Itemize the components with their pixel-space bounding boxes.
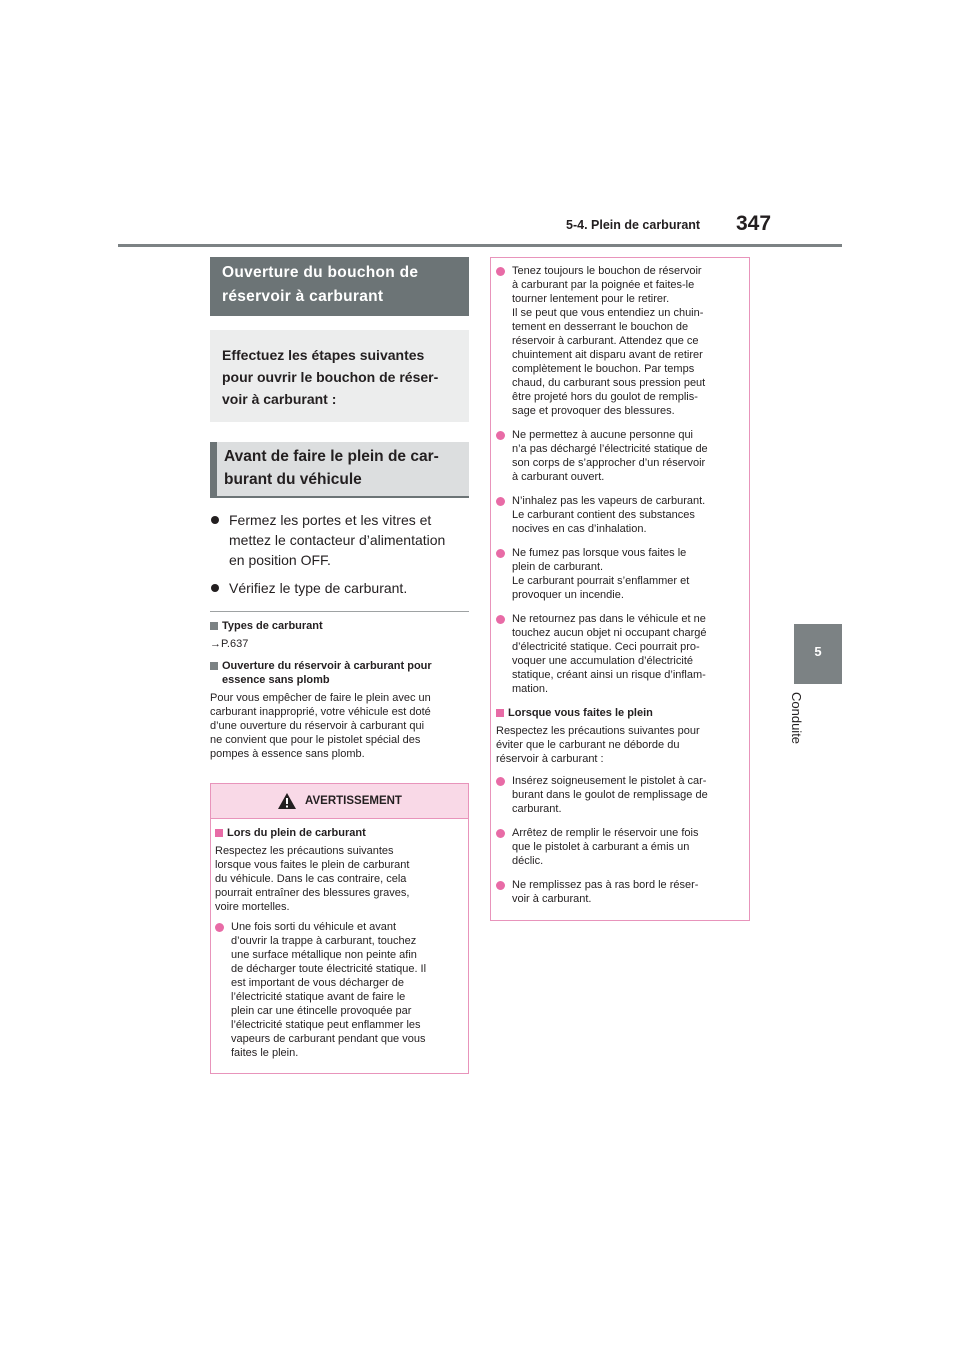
precaution-item: Ne retournez pas dans le véhicule et ne touchez aucun objet ni occupant chargé d’électricité statique. Ceci pourrait pro- voquer une accumulation d’électricité statique, créant ainsi un risque d’inflam- mation. (496, 612, 744, 696)
precaution-item: Ne fumez pas lorsque vous faites le plein de carburant. Le carburant pourrait s’enflammer et provoquer un incendie. (496, 546, 744, 602)
bullet-dot (211, 584, 219, 592)
warning-triangle-icon (277, 792, 297, 810)
pink-bullet (496, 829, 505, 838)
precaution-item: N’inhalez pas les vapeurs de carburant. Le carburant contient des substances nocives en cas d’inhalation. (496, 494, 744, 536)
precaution-item: Ne permettez à aucune personne qui n’a pas déchargé l’électricité statique de son corps de s’approcher d’un réservoir à carburant ouvert. (496, 428, 744, 484)
warning-item: Une fois sorti du véhicule et avant d’ouvrir la trappe à carburant, touchez une surface métallique non peinte afin de décharger toute électricité statique. Il est important de vous décharger de l’électricité statique avant de faire le plein car une étincelle provoquée par l’électricité statique peut enflammer les vapeurs de carburant pendant que vous faites le plein. (215, 920, 464, 1060)
page-number: 347 (736, 212, 772, 235)
warning-list (215, 920, 464, 1060)
warning-box (210, 783, 469, 1074)
warning-title: AVERTISSEMENT (305, 795, 402, 807)
pink-bullet (496, 549, 505, 558)
step-item: Vérifiez le type de carburant. (210, 578, 469, 598)
refuel-item: Arrêtez de remplir le réservoir une fois que le pistolet à carburant a émis un déclic. (496, 826, 744, 868)
chapter-tab: 5 (794, 624, 842, 684)
left-column (210, 257, 469, 1074)
precaution-item: Tenez toujours le bouchon de réservoir à carburant par la poignée et faites-le tourner lentement pour le retirer. Il se peut que vous entendiez un chuin- tement en desserrant le bouchon de réservoir à carburant. Attendez que ce chuintement ait disparu avant de retirer complètement le bouchon. Par temps chaud, du carburant sous pression peut être projeté hors du goulot de remplis- sage et provoquer des blessures. (496, 264, 744, 418)
tank-opening-heading: Ouverture du réservoir à carburant pour essence sans plomb (210, 659, 469, 687)
pink-bullet (496, 431, 505, 440)
warning-text: Respectez les précautions suivantes lorsque vous faites le plein de carburant du véhicule. Dans le cas contraire, cela pourrait entraîner des blessures graves, voire mortelles. (215, 845, 410, 913)
refuel-item: Insérez soigneusement le pistolet à car- burant dans le goulot de remplissage de carburant. (496, 774, 744, 816)
separator (210, 611, 469, 612)
step-list (210, 510, 469, 598)
section-heading-before-refuel: Avant de faire le plein de car- burant du véhicule (210, 442, 469, 498)
warning-heading: Lors du plein de carburant (215, 826, 464, 840)
pink-bullet (496, 497, 505, 506)
pink-bullet (215, 923, 224, 932)
fuel-types-heading: Types de carburant (210, 619, 469, 633)
refuel-heading: Lorsque vous faites le plein (496, 706, 744, 720)
square-marker (496, 709, 504, 717)
pink-bullet (496, 615, 505, 624)
warning-header (211, 784, 468, 819)
section-title: 5-4. Plein de carburant (566, 218, 701, 232)
warning-continued-box (490, 257, 750, 921)
header-rule (118, 244, 842, 247)
step-item: Fermez les portes et les vitres et mettez le contacteur d’alimentation en position OFF. (210, 510, 469, 570)
section-heading-opening: Ouverture du bouchon de réservoir à carburant (210, 257, 469, 316)
pink-bullet (496, 777, 505, 786)
warning-body (211, 819, 468, 1073)
fuel-types-reference: →P.637 (210, 638, 249, 650)
bullet-dot (211, 516, 219, 524)
intro-box: Effectuez les étapes suivantes pour ouvrir le bouchon de réser- voir à carburant : (210, 330, 469, 422)
square-marker (210, 662, 218, 670)
refuel-list (496, 774, 744, 906)
square-marker (215, 829, 223, 837)
tank-opening-text: Pour vous empêcher de faire le plein avec un carburant inapproprié, votre véhicule est doté d’une ouverture du réservoir à carburant qui ne convient que pour le pistolet spécial des pompes à essence sans plomb. (210, 692, 431, 760)
pink-bullet (496, 267, 505, 276)
square-marker (210, 622, 218, 630)
right-column (490, 257, 750, 921)
refuel-text: Respectez les précautions suivantes pour éviter que le carburant ne déborde du réservoir à carburant : (496, 725, 700, 765)
pink-bullet (496, 881, 505, 890)
chapter-label: Conduite (789, 692, 804, 745)
refuel-item: Ne remplissez pas à ras bord le réser- voir à carburant. (496, 878, 744, 906)
precaution-list (496, 264, 744, 696)
